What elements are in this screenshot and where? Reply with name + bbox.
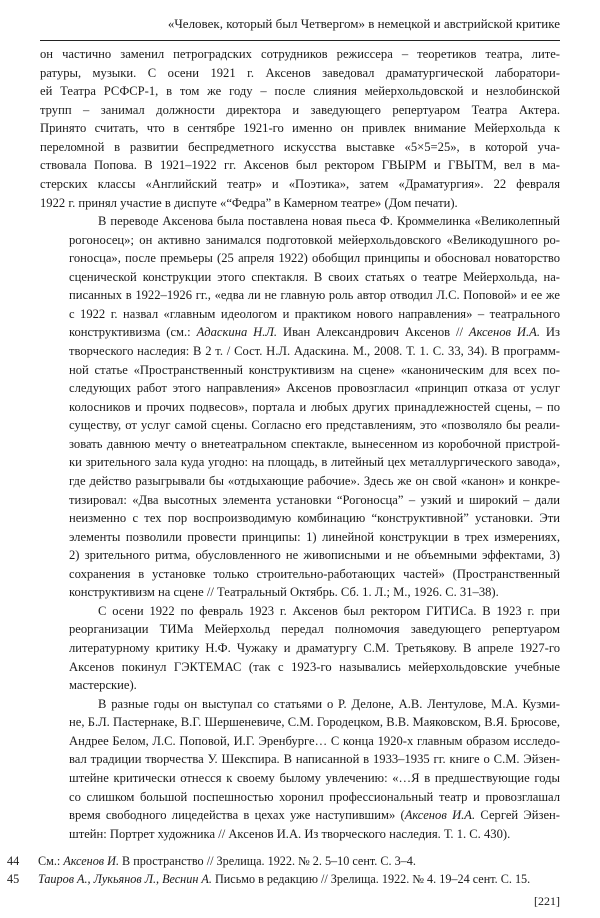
text-line: трупп – занимал должности директора и заведующего репертуаром Театра Актера. bbox=[40, 102, 560, 117]
paragraph bbox=[40, 602, 560, 695]
text-line: следующих работ этого направления» Аксенов провозгласил «принцип отказа от услуг bbox=[69, 381, 560, 396]
text-line: переломной в развитии беспредметного искусства выставке «5×5=25», в которой уча- bbox=[40, 139, 560, 154]
text-line: ствовала Попова. В 1921–1922 гг. Аксенов был ректором ГВЫРМ и ГВЫТМ, вел в ма- bbox=[40, 158, 560, 173]
text-line: вал традиции творчества У. Шекспира. В написанной в 1933–1935 гг. книге о С.М. Эйзен- bbox=[69, 752, 560, 767]
footnote-number: 44 bbox=[7, 854, 20, 868]
text-line: он частично заменил петроградских сотрудников режиссера – теоретиков театра, лите- bbox=[40, 47, 560, 61]
text-line: творческого наследия: В 2 т. / Сост. Н.Л. Адаскина. М., 2008. Т. 1. С. 33, 34). В программ- bbox=[69, 344, 560, 358]
text-line: рогоносец»; он активно занимался подготовкой мейерхольдовского «Великодушного ро- bbox=[69, 232, 560, 247]
text-line: мастерские). bbox=[69, 678, 137, 693]
text-line: с 1922 г. назвал «главным идеологом и практиком нового направления» – театрального bbox=[69, 306, 560, 321]
text-line: конструктивизм на сцене // Театральный Октябрь. Сб. 1. Л.; М., 1926. С. 31–38). bbox=[69, 585, 499, 600]
text-line: штейне критически отнесся к своему былому увлечению: «…Я в предшествующие годы bbox=[69, 770, 560, 785]
text-line: колосников и прочих подвесов», портала и любых других принадлежностей сцены, – по bbox=[69, 399, 560, 414]
text-line: В разные годы он выступал со статьями о Р. Делоне, А.В. Лентулове, М.А. Кузми- bbox=[98, 696, 560, 711]
text-line: неизменно с тех пор воспроизводимую комбинацию “конструктивной” установки. Эти bbox=[69, 511, 560, 526]
text-line: ей Театра РСФСР-1, в том же году – после слияния мейерхольдовской и незлобинской bbox=[40, 84, 560, 99]
text-line: ки зрительного зала куда угодно: на площадь, в литейный цех металлургического завода», bbox=[69, 455, 560, 470]
text-line: ратуры, музыки. С осени 1921 г. Аксенов заведовал драматургической лаборатори- bbox=[40, 65, 560, 80]
paragraph bbox=[40, 45, 560, 212]
text-line: существу, от услуг самой сцены. Согласно его представлениям, это «позволяло бы реали- bbox=[69, 418, 560, 433]
text-line: Андрее Белом, Л.С. Поповой, И.Г. Эренбурге… С конца 1920-х главным образом исследо- bbox=[69, 733, 560, 748]
text-line: Принято считать, что в сентябре 1921-го именно он привлек внимание Мейерхольда к bbox=[40, 121, 560, 136]
text-line: реорганизации ТИМа Мейерхольд передал полномочия заведующего репертуаром bbox=[69, 622, 560, 637]
footnote-text: Таиров А., Лукьянов Л., Веснин А. Письмо в редакцию // Зрелища. 1922. № 4. 19–24 сент. С. 15. bbox=[38, 872, 531, 886]
page-number: [221] bbox=[534, 894, 560, 908]
main-text bbox=[40, 45, 560, 843]
text-line: штейн: Портрет художника // Аксенов И.А. Из творческого наследия. Т. 1. С. 430). bbox=[69, 826, 511, 841]
paragraph bbox=[40, 212, 560, 602]
text-line: не, Б.Л. Пастернаке, В.Г. Шершеневиче, С.М. Городецком, В.В. Маяковском, В.Я. Брюсове, bbox=[69, 715, 560, 730]
text-line: 2) зрительного ритма, обусловленного не живописными и не объемными эффектами, 3) bbox=[69, 548, 560, 563]
paragraph bbox=[40, 695, 560, 844]
text-line: В переводе Аксенова была поставлена новая пьеса Ф. Кроммелинка «Великолепный bbox=[98, 214, 560, 229]
text-line: С осени 1922 по февраль 1923 г. Аксенов был ректором ГИТИСа. В 1923 г. при bbox=[98, 603, 560, 618]
text-line: 1922 г. принял участие в диспуте «“Федра” в Камерном театре» (Дом печати). bbox=[40, 195, 458, 210]
text-line: ной статье «Пространственный конструктивизм на сцене» «каноническим для всех по- bbox=[69, 362, 560, 377]
text-line: сценической конструкции этого спектакля. В своих статьях о театре Мейерхольда, на- bbox=[69, 269, 560, 284]
text-line: время свободного лицедейства в цехах уже наступившим» (Аксенов И.А. Сергей Эйзен- bbox=[69, 808, 560, 823]
running-title: «Человек, который был Четвергом» в немецкой и австрийской критике bbox=[167, 16, 560, 31]
text-line: зовать давнюю мечту о внетеатральном спектакле, вынесенном из коробочной пристрой- bbox=[69, 436, 560, 451]
text-line: писанных в 1922–1926 гг., «едва ли не главную роль автор отводил Л.С. Поповой» и ее же bbox=[69, 288, 560, 303]
text-line: Аксенов покинул ГЭКТЕМАС (так с 1923-го назывались мейерхольдовские учебные bbox=[69, 659, 560, 674]
text-line: литературному критику Н.Ф. Чужаку и драматургу С.М. Третьякову. В апреле 1927-го bbox=[69, 641, 560, 655]
text-line: где действо разыгрывали бы «отдыхающие рабочие». Здесь же он свой «канон» и конкре- bbox=[69, 473, 560, 488]
footnote-number: 45 bbox=[7, 872, 20, 886]
text-line: гоносца», после премьеры (25 апреля 1922) обобщил принципы и обосновал новаторство bbox=[69, 251, 560, 266]
footnote-text: См.: Аксенов И. В пространство // Зрелища. 1922. № 2. 5–10 сент. С. 3–4. bbox=[38, 854, 416, 868]
text-line: со слишком большой поспешностью хоронил профессиональный театр и провозглашал bbox=[69, 789, 560, 804]
running-header bbox=[40, 8, 560, 41]
text-line: конструктивизма (см.: Адаскина Н.Л. Иван Александрович Аксенов // Аксенов И.А. Из bbox=[69, 325, 560, 340]
text-line: тизировал: «Два высотных элемента установки “Рогоносца” – узкий и широкий – дали bbox=[69, 492, 560, 507]
text-line: стерских классы «Английский театр» и «Поэтика», затем «Драматургия». 22 февраля bbox=[40, 176, 560, 191]
text-line: сохранения в установке только строительно-работающих частей» (Пространственный bbox=[69, 566, 560, 581]
text-line: элементы позволили провести принципы: 1) линейной конструкции в трех измерениях, bbox=[69, 529, 560, 544]
